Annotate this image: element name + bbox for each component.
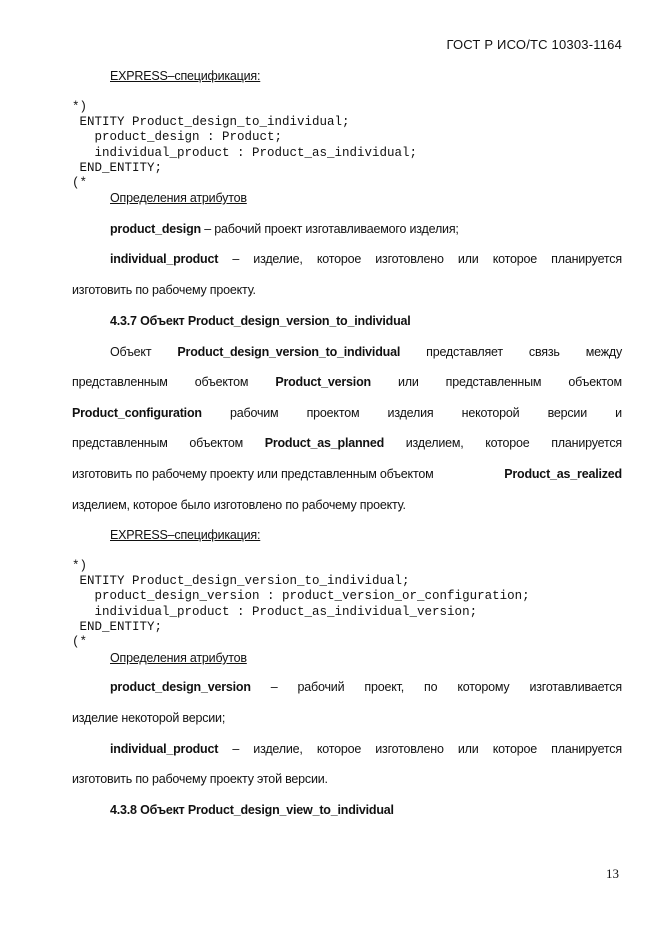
section-heading: 4.3.8 Объект Product_design_view_to_individual (110, 803, 394, 817)
paragraph-line: представленным объектом Product_version или представленным объектом (72, 375, 622, 389)
paragraph-line: изделием, которое было изготовлено по рабочему проекту. (72, 498, 406, 512)
attr-description: – рабочий проект изготавливаемого изделия; (200, 222, 459, 236)
attr-individual-product: individual_product – изделие, которое изготовлено или которое планируется (110, 742, 622, 756)
page-number: 13 (606, 866, 619, 881)
attr-individual-product: individual_product – изделие, которое изготовлено или которое планируется (110, 252, 622, 266)
express-spec-label: EXPRESS–спецификация: (110, 528, 261, 542)
express-code-block: *) ENTITY Product_design_version_to_individual; product_design_version : product_version_or_configuration; individual_product : Product_as_individual_version; END_ENTITY; (* (72, 559, 530, 650)
section-heading: 4.3.7 Объект Product_design_version_to_individual (110, 314, 411, 328)
attr-term: product_design (110, 222, 201, 236)
paragraph-line: представленным объектом Product_as_planned изделием, которое планируется (72, 436, 622, 450)
paragraph-line: Объект Product_design_version_to_individual представляет связь между (110, 345, 622, 359)
paragraph-line: изготовить по рабочему проекту или представленным объектом Product_as_realized (72, 467, 622, 481)
attr-product-design-version: product_design_version – рабочий проект, по которому изготавливается (110, 680, 622, 694)
attributes-heading: Определения атрибутов (110, 651, 247, 665)
express-code-block: *) ENTITY Product_design_to_individual; product_design : Product; individual_product : Product_as_individual; END_ENTITY; (* (72, 100, 418, 191)
paragraph-line: изготовить по рабочему проекту. (72, 283, 256, 297)
paragraph-line: Product_configuration рабочим проектом изделия некоторой версии и (72, 406, 622, 420)
attr-term: individual_product (110, 252, 219, 266)
attr-term: product_design_version (110, 680, 251, 694)
attr-term: individual_product (110, 742, 219, 756)
standard-header: ГОСТ Р ИСО/ТС 10303-1164 (446, 37, 622, 52)
express-spec-label: EXPRESS–спецификация: (110, 69, 261, 83)
paragraph-line: изделие некоторой версии; (72, 711, 226, 725)
attributes-heading: Определения атрибутов (110, 191, 247, 205)
paragraph-line: изготовить по рабочему проекту этой версии. (72, 772, 328, 786)
attr-product-design (110, 222, 459, 236)
